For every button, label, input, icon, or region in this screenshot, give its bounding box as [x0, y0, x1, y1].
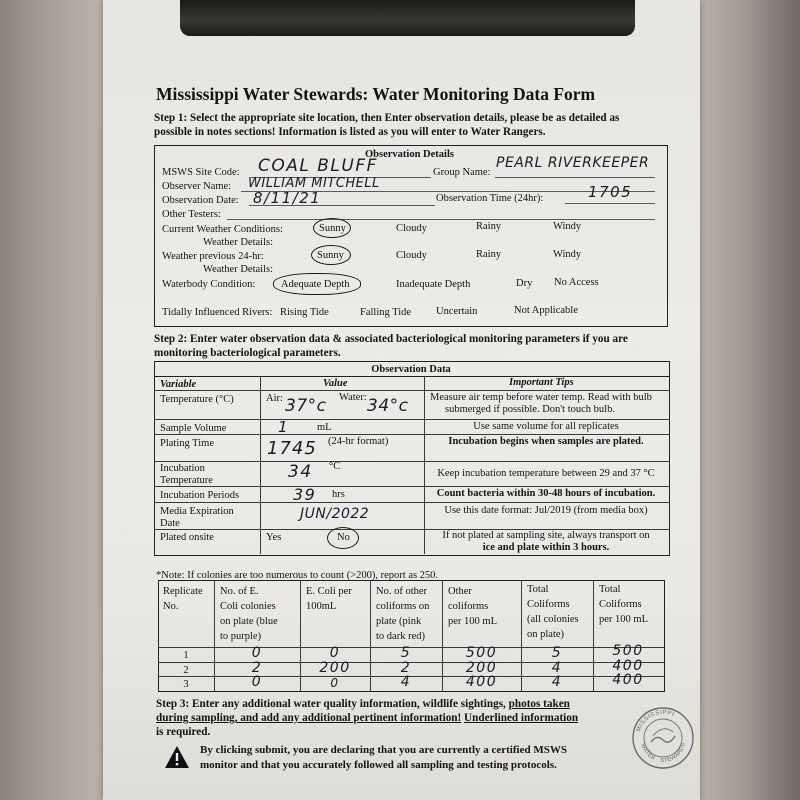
table-row-2-total-per-100[interactable]: 400: [612, 658, 644, 674]
step3-line3: is required.: [156, 726, 211, 738]
table-row-3-total-per-100[interactable]: 400: [612, 672, 644, 688]
observation-date-value[interactable]: 8/11/21: [253, 189, 322, 207]
water-label: Water:: [339, 392, 367, 403]
waterbody-option-dry[interactable]: Dry: [516, 278, 533, 289]
incubation-period-unit: hrs: [332, 489, 345, 500]
form-title: Mississippi Water Stewards: Water Monitoring Data Form: [156, 84, 596, 104]
weather-prev-option-cloudy[interactable]: Cloudy: [396, 250, 427, 261]
rep-header-ecoli-colonies: No. of E. Coli colonies on plate (blue to purple): [220, 586, 278, 642]
weather-prev-option-windy[interactable]: Windy: [553, 249, 582, 260]
var-plated-onsite: Plated onsite: [160, 532, 214, 543]
observation-time-label: Observation Time (24hr):: [436, 193, 544, 204]
table-row-3-replicate: 3: [183, 679, 189, 690]
rep-header-replicate: Replicate No.: [163, 586, 203, 612]
var-incubation-temperature: Temperature: [160, 475, 213, 486]
tip-plating-time: Incubation begins when samples are plated.: [448, 436, 644, 447]
var-media-expiration-date: Date: [160, 518, 180, 529]
step2-line2: monitoring bacteriological parameters.: [154, 347, 341, 359]
incubation-period-value[interactable]: 39: [293, 485, 317, 504]
tip-temperature-1: Measure air temp before water temp. Read with bulb: [430, 392, 652, 403]
clipboard-clip: [180, 0, 635, 36]
plating-time-format: (24-hr format): [328, 436, 389, 447]
sample-volume-value[interactable]: 1: [278, 418, 290, 436]
warning-line2: monitor and that you accurately followed all sampling and testing protocols.: [200, 759, 557, 771]
col-value-header: Value: [323, 378, 348, 389]
table-row-3-ecoli-per-100[interactable]: 0: [330, 676, 340, 690]
weather-option-cloudy[interactable]: Cloudy: [396, 223, 427, 234]
warning-line1: By clicking submit, you are declaring that you are currently a certified MSWS: [200, 744, 567, 756]
weather-prev-details-label: Weather Details:: [203, 264, 273, 275]
air-label: Air:: [266, 393, 283, 404]
var-incubation-periods: Incubation Periods: [160, 490, 240, 501]
var-media-expiration: Media Expiration: [160, 506, 234, 517]
table-row-3-ecoli[interactable]: 0: [251, 674, 263, 690]
observation-time-value[interactable]: 1705: [588, 183, 633, 201]
warning-icon: [164, 745, 190, 774]
waterbody-option-inadequate[interactable]: Inadequate Depth: [396, 279, 471, 290]
step3-line1: Step 3: Enter any additional water quality information, wildlife sightings, photos taken: [156, 698, 570, 710]
table-row-3-other[interactable]: 4: [400, 674, 412, 690]
plating-time-value[interactable]: 1745: [267, 438, 317, 459]
rep-header-other-coliforms: No. of other coliforms on plate (pink to dark red): [376, 586, 430, 642]
table-row-2-replicate: 2: [183, 665, 189, 676]
step1-line1: Step 1: Select the appropriate site location, then Enter observation details, please be as detailed as: [154, 112, 620, 124]
table-row-2-ecoli[interactable]: 2: [251, 660, 263, 676]
other-testers-label: Other Testers:: [162, 209, 221, 220]
table-row-1-other-per-100[interactable]: 500: [465, 645, 498, 661]
waterbody-condition-label: Waterbody Condition:: [162, 279, 256, 290]
tip-incubation-temp: Keep incubation temperature between 29 and 37 °C: [437, 468, 655, 479]
rep-header-ecoli-per-100ml: E. Coli per 100mL: [306, 586, 352, 612]
tidal-option-falling[interactable]: Falling Tide: [360, 307, 412, 318]
table-row-2-total[interactable]: 4: [551, 660, 563, 676]
col-tips-header: Important Tips: [509, 377, 574, 388]
tip-plated-onsite-1: If not plated at sampling site, always transport on: [442, 530, 650, 541]
step3-line2: during sampling, and add any additional pertinent information! Underlined information: [156, 712, 579, 724]
tip-sample-volume: Use same volume for all replicates: [473, 421, 619, 432]
weather-previous-label: Weather previous 24-hr:: [162, 251, 264, 262]
current-weather-label: Current Weather Conditions:: [162, 224, 283, 235]
incubation-temp-unit: °C: [329, 461, 341, 472]
rep-header-total-per-100ml: Total Coliforms per 100 mL: [599, 584, 648, 625]
table-row-1-total-per-100[interactable]: 500: [612, 643, 644, 659]
mississippi-water-stewards-seal: [631, 706, 695, 770]
tidal-option-rising[interactable]: Rising Tide: [280, 307, 329, 318]
selected-circle-mark: [311, 245, 351, 265]
var-temperature: Temperature (°C): [160, 394, 234, 405]
weather-prev-option-rainy[interactable]: Rainy: [476, 249, 502, 260]
table-row-1-ecoli[interactable]: 0: [251, 645, 263, 661]
observation-details-heading: Observation Details: [365, 149, 454, 160]
data-form-paper: [103, 0, 700, 800]
rep-header-other-per-100ml: Other coliforms per 100 mL: [448, 586, 497, 627]
var-incubation: Incubation: [160, 463, 205, 474]
plated-onsite-no[interactable]: No: [337, 532, 350, 543]
weather-option-windy[interactable]: Windy: [553, 221, 582, 232]
weather-prev-option-sunny[interactable]: Sunny: [317, 250, 344, 261]
site-code-value[interactable]: COAL BLUFF: [258, 156, 378, 176]
group-name-value[interactable]: PEARL RIVERKEEPER: [496, 155, 650, 171]
table-row-1-total[interactable]: 5: [551, 645, 563, 661]
tidal-option-not-applicable[interactable]: Not Applicable: [514, 305, 578, 316]
table-row-3-other-per-100[interactable]: 400: [465, 674, 498, 690]
tip-temperature-2: submerged if possible. Don't touch bulb.: [445, 404, 615, 415]
table-row-2-ecoli-per-100[interactable]: 200: [319, 660, 351, 676]
sample-volume-unit: mL: [317, 422, 332, 433]
step1-line2: possible in notes sections! Information is listed as you will enter to Water Rangers.: [154, 126, 546, 138]
table-row-1-replicate: 1: [183, 650, 189, 661]
table-row-3-total[interactable]: 4: [551, 674, 563, 690]
selected-circle-mark: [273, 273, 361, 295]
weather-option-rainy[interactable]: Rainy: [476, 221, 502, 232]
tidal-label: Tidally Influenced Rivers:: [162, 307, 273, 318]
group-name-label: Group Name:: [433, 167, 491, 178]
table-row-1-ecoli-per-100[interactable]: 0: [329, 645, 341, 661]
table-row-2-other[interactable]: 2: [400, 660, 412, 676]
tip-plated-onsite-2: ice and plate within 3 hours.: [482, 542, 610, 553]
table-row-1-other[interactable]: 5: [400, 645, 412, 661]
tip-incubation-periods: Count bacteria within 30-48 hours of incubation.: [436, 488, 656, 499]
svg-text:MISSISSIPPI: MISSISSIPPI: [635, 709, 676, 733]
observation-date-label: Observation Date:: [162, 195, 239, 206]
selected-circle-mark: [313, 218, 351, 238]
plated-onsite-yes[interactable]: Yes: [266, 532, 282, 543]
water-temp-value[interactable]: 34°c: [367, 396, 409, 416]
tidal-option-uncertain[interactable]: Uncertain: [436, 306, 478, 317]
step2-line1: Step 2: Enter water observation data & associated bacteriological monitoring parameters if you are: [154, 333, 628, 345]
rep-header-total-coliforms: Total Coliforms (all colonies on plate): [527, 584, 579, 640]
air-temp-value[interactable]: 37°c: [285, 396, 327, 416]
media-expiration-value[interactable]: JUN/2022: [300, 506, 370, 522]
colonies-note: *Note: If colonies are too numerous to count (>200), report as 250.: [156, 570, 439, 581]
incubation-temp-value[interactable]: 34: [288, 462, 313, 482]
svg-text:WATER · STEWARDS: WATER · STEWARDS: [639, 741, 687, 765]
var-plating-time: Plating Time: [160, 438, 214, 449]
site-code-label: MSWS Site Code:: [162, 167, 240, 178]
waterbody-option-adequate[interactable]: Adequate Depth: [281, 279, 350, 290]
observer-name-label: Observer Name:: [162, 181, 232, 192]
waterbody-option-no-access[interactable]: No Access: [554, 277, 599, 288]
weather-option-sunny[interactable]: Sunny: [319, 223, 346, 234]
selected-circle-mark: [327, 527, 359, 549]
tip-media-expiration: Use this date format: Jul/2019 (from media box): [444, 505, 648, 516]
table-row-2-other-per-100[interactable]: 200: [465, 660, 498, 676]
var-sample-volume: Sample Volume: [160, 423, 227, 434]
observation-data-heading: Observation Data: [371, 364, 451, 375]
weather-details-label: Weather Details:: [203, 237, 273, 248]
observer-name-value[interactable]: WILLIAM MITCHELL: [248, 176, 380, 191]
col-variable-header: Variable: [160, 379, 197, 390]
